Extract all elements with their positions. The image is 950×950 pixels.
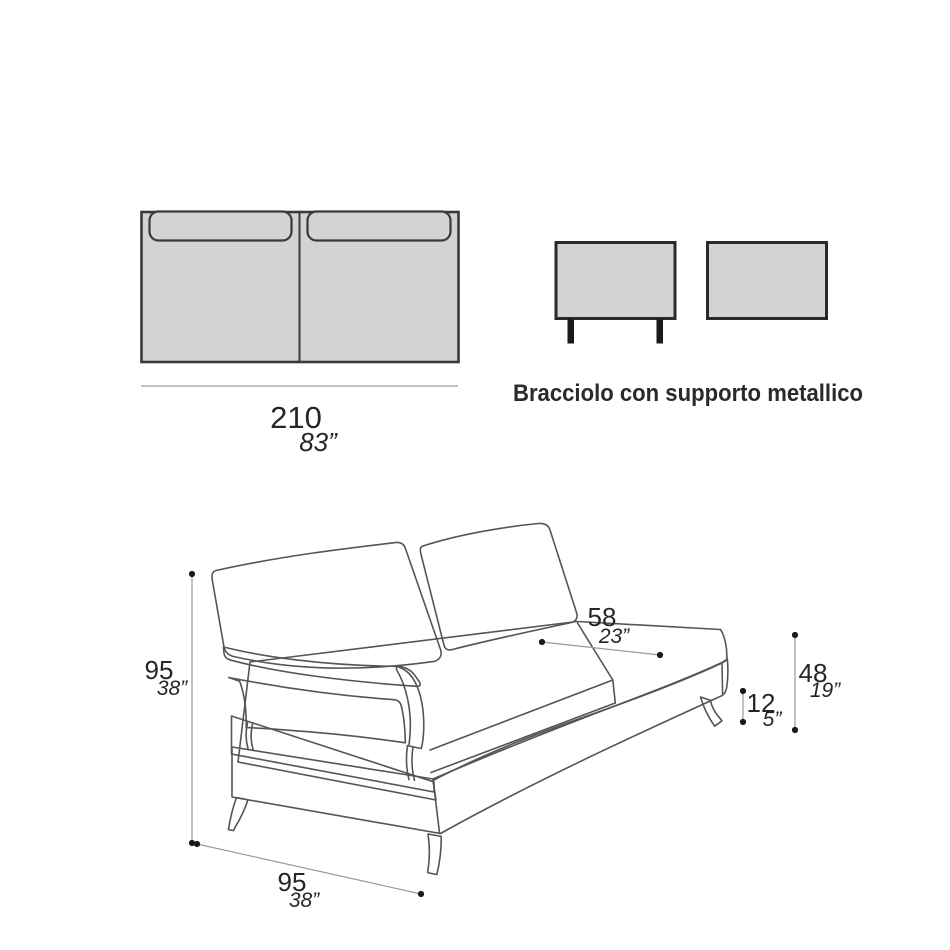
dimension-dot (792, 727, 798, 733)
top-view-right-headrest (308, 212, 451, 241)
dimension-annotations (145, 571, 842, 912)
armrest-view-plain (708, 243, 827, 319)
cushion-dimension-inches: 5” (762, 708, 782, 731)
depth-dimension-inches: 38” (288, 889, 320, 912)
cushion-dimension-value: 12 (746, 688, 776, 718)
dimension-dot (194, 841, 200, 847)
depth-dimension-value: 95 (277, 867, 307, 897)
back-cushion-left (212, 542, 441, 668)
width-dimension-inches: 83” (299, 427, 337, 457)
dimension-dot (740, 688, 746, 694)
sofa-leg-right (701, 697, 723, 726)
dimension-dot (740, 719, 746, 725)
armrest-metal-leg-right (657, 319, 664, 344)
seat-height-dimension-value: 48 (798, 658, 828, 688)
dimension-dot (792, 632, 798, 638)
dimension-dot (539, 639, 545, 645)
top-view-left-headrest (150, 212, 292, 241)
height-dimension-inches: 38” (156, 677, 188, 700)
base-corner-seams (433, 663, 723, 834)
armrest-panel (229, 678, 405, 743)
width-dimension-value: 210 (270, 400, 322, 435)
sofa-leg-front-left (228, 798, 248, 831)
armrest-metal-leg-left (568, 319, 575, 344)
armrest-view-with-legs (556, 243, 675, 319)
seat-depth-dimension-value: 58 (587, 602, 617, 632)
dimension-dot (189, 571, 195, 577)
depth-dimension-line (197, 844, 421, 894)
sofa-perspective-drawing (212, 523, 728, 874)
height-dimension-value: 95 (144, 655, 174, 685)
top-view-diagram (141, 212, 459, 458)
armrest-caption: Bracciolo con supporto metallico (513, 380, 864, 407)
seat-surface (238, 622, 727, 801)
seat-height-dimension-inches: 19” (809, 679, 841, 702)
armrest-diagram (513, 243, 863, 408)
dimension-dot (657, 652, 663, 658)
armrest-end-post (397, 666, 424, 748)
dimension-dot (418, 891, 424, 897)
sofa-base (232, 659, 728, 834)
seat-depth-dimension-inches: 23” (598, 625, 630, 648)
sofa-leg-front-middle (428, 834, 442, 875)
